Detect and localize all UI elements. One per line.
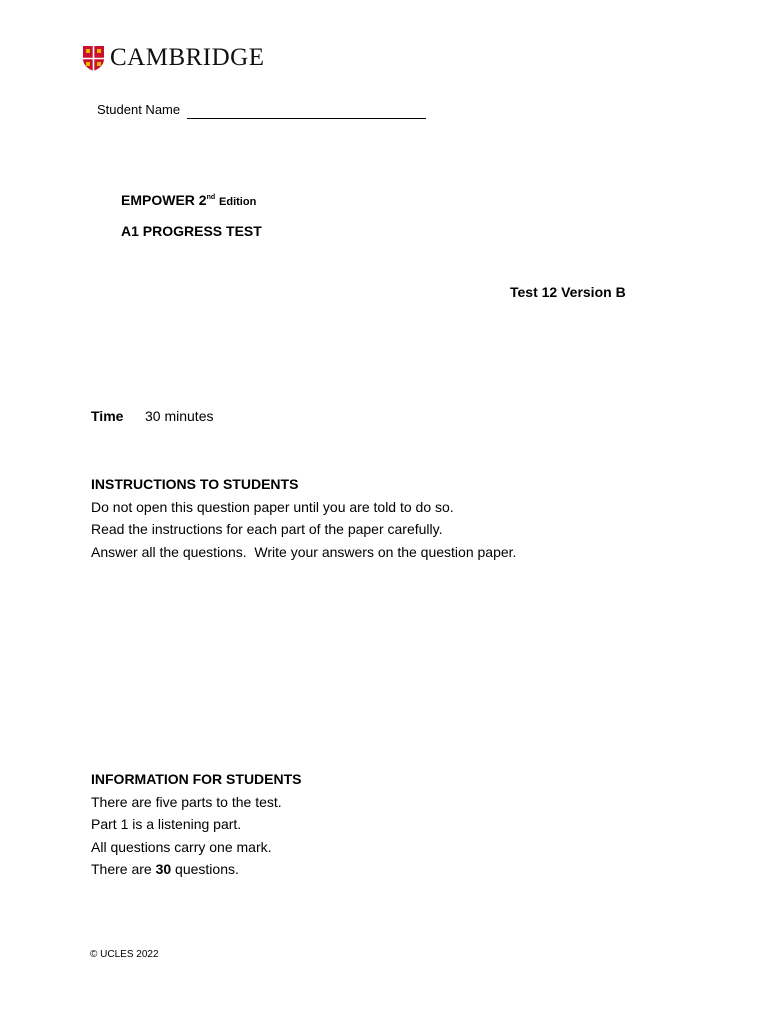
cambridge-shield-icon xyxy=(83,46,104,71)
cambridge-logo xyxy=(83,44,265,72)
questions-count: 30 xyxy=(155,861,172,878)
instructions-heading: INSTRUCTIONS TO STUDENTS xyxy=(91,476,299,492)
instruction-line: Do not open this question paper until you are told to do so. xyxy=(91,498,454,515)
information-heading: INFORMATION FOR STUDENTS xyxy=(91,771,302,787)
time-value: 30 minutes xyxy=(145,408,214,424)
questions-suffix: questions. xyxy=(171,861,239,878)
course-title xyxy=(121,192,256,208)
student-name-label: Student Name xyxy=(97,102,181,117)
test-name: A1 PROGRESS TEST xyxy=(121,223,262,239)
instructions-section xyxy=(91,473,516,563)
test-version: Test 12 Version B xyxy=(510,284,626,300)
logo-wordmark: CAMBRIDGE xyxy=(110,44,265,71)
information-line: All questions carry one mark. xyxy=(91,838,272,855)
instruction-line: Read the instructions for each part of the paper carefully. xyxy=(91,521,443,538)
questions-prefix: There are xyxy=(91,861,156,878)
time-label: Time xyxy=(91,408,124,424)
information-line: Part 1 is a listening part. xyxy=(91,816,242,833)
edition-superscript: nd xyxy=(206,194,216,201)
questions-count-line xyxy=(91,858,302,881)
course-name: EMPOWER 2 xyxy=(121,192,207,208)
student-name-field[interactable] xyxy=(187,118,426,119)
instruction-line: Answer all the questions. Write your answers on the question paper. xyxy=(91,543,517,560)
edition-label: Edition xyxy=(219,196,257,208)
information-section xyxy=(91,768,302,881)
copyright: © UCLES 2022 xyxy=(90,949,159,960)
information-line: There are five parts to the test. xyxy=(91,793,282,810)
